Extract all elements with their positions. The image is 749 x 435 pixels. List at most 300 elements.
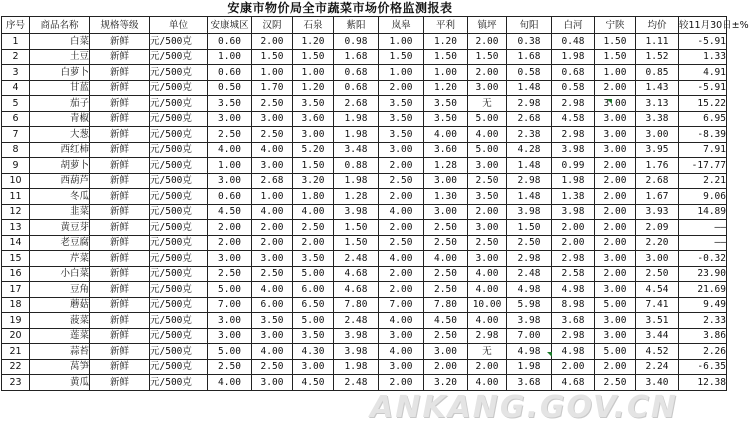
cell-price: 3.00 bbox=[468, 220, 507, 236]
price-table bbox=[1, 16, 749, 391]
cell-price: 5.00 bbox=[468, 142, 507, 158]
cell-price: 1.50 bbox=[595, 34, 636, 50]
cell-grade: 新鲜 bbox=[90, 189, 150, 205]
cell-price: 3.50 bbox=[208, 96, 252, 112]
cell-price: 1.20 bbox=[293, 80, 334, 96]
cell-product-name: 黄豆芽 bbox=[30, 220, 90, 236]
cell-price: 3.00 bbox=[208, 111, 252, 127]
cell-price: 2.00 bbox=[252, 235, 293, 251]
table-row bbox=[2, 251, 727, 267]
cell-price: 3.98 bbox=[552, 204, 595, 220]
cell-average: 3.00 bbox=[636, 127, 679, 143]
header-cell: 宁陕 bbox=[595, 17, 636, 34]
cell-price: 2.98 bbox=[552, 127, 595, 143]
cell-price: 0.88 bbox=[334, 158, 379, 174]
cell-price: 3.00 bbox=[595, 96, 636, 112]
cell-price: 3.00 bbox=[208, 173, 252, 189]
cell-price: 0.68 bbox=[334, 80, 379, 96]
cell-price: 2.00 bbox=[379, 158, 424, 174]
cell-change-pct: -6.35 bbox=[679, 359, 727, 375]
cell-price: 2.68 bbox=[252, 173, 293, 189]
cell-price: 4.00 bbox=[468, 313, 507, 329]
cell-price: 2.00 bbox=[252, 220, 293, 236]
cell-index: 9 bbox=[2, 158, 30, 174]
cell-price: 2.50 bbox=[252, 266, 293, 282]
cell-price: 3.00 bbox=[424, 204, 468, 220]
cell-price: 3.00 bbox=[293, 127, 334, 143]
cell-unit: 元/500克 bbox=[150, 96, 208, 112]
cell-price: 4.58 bbox=[552, 111, 595, 127]
cell-price: 1.50 bbox=[468, 49, 507, 65]
cell-price: 2.00 bbox=[595, 359, 636, 375]
cell-price: 4.50 bbox=[424, 313, 468, 329]
cell-price: 2.50 bbox=[379, 235, 424, 251]
cell-price: 2.50 bbox=[252, 96, 293, 112]
cell-price: 2.50 bbox=[424, 282, 468, 298]
table-row bbox=[2, 359, 727, 375]
cell-grade: 新鲜 bbox=[90, 251, 150, 267]
cell-price: 3.50 bbox=[379, 127, 424, 143]
cell-index: 13 bbox=[2, 220, 30, 236]
table-row bbox=[2, 204, 727, 220]
cell-price: 5.00 bbox=[595, 297, 636, 313]
cell-price: 1.00 bbox=[293, 65, 334, 81]
cell-price: 1.50 bbox=[507, 220, 552, 236]
cell-price: 3.98 bbox=[507, 313, 552, 329]
cell-price: 4.00 bbox=[424, 251, 468, 267]
cell-unit: 元/500克 bbox=[150, 359, 208, 375]
cell-index: 1 bbox=[2, 34, 30, 50]
cell-price: 0.68 bbox=[552, 65, 595, 81]
cell-price: 2.00 bbox=[208, 235, 252, 251]
table-row bbox=[2, 297, 727, 313]
cell-index: 8 bbox=[2, 142, 30, 158]
cell-change-pct: 2.21 bbox=[679, 173, 727, 189]
cell-price: 2.98 bbox=[507, 96, 552, 112]
cell-price: 1.48 bbox=[507, 80, 552, 96]
cell-price: 6.00 bbox=[293, 282, 334, 298]
cell-product-name: 西葫芦 bbox=[30, 173, 90, 189]
cell-price: 3.60 bbox=[293, 111, 334, 127]
header-cell: 石泉 bbox=[293, 17, 334, 34]
cell-price: 7.00 bbox=[507, 328, 552, 344]
cell-index: 5 bbox=[2, 96, 30, 112]
cell-price: 3.00 bbox=[208, 313, 252, 329]
cell-product-name: 胡萝卜 bbox=[30, 158, 90, 174]
cell-price: 4.00 bbox=[468, 127, 507, 143]
cell-price: 2.00 bbox=[595, 235, 636, 251]
cell-price: 4.68 bbox=[334, 282, 379, 298]
cell-price: 4.00 bbox=[252, 344, 293, 360]
table-row bbox=[2, 111, 727, 127]
table-row bbox=[2, 49, 727, 65]
cell-comment-marker bbox=[547, 352, 552, 357]
header-cell: 序号 bbox=[2, 17, 30, 34]
cell-price: 2.00 bbox=[208, 220, 252, 236]
cell-change-pct: -5.91 bbox=[679, 34, 727, 50]
cell-average: 1.11 bbox=[636, 34, 679, 50]
cell-grade: 新鲜 bbox=[90, 359, 150, 375]
cell-grade: 新鲜 bbox=[90, 328, 150, 344]
cell-average: 2.50 bbox=[636, 266, 679, 282]
cell-price: 1.98 bbox=[507, 359, 552, 375]
cell-price: 1.38 bbox=[552, 189, 595, 205]
cell-unit: 元/500克 bbox=[150, 266, 208, 282]
table-row bbox=[2, 65, 727, 81]
cell-average: 3.00 bbox=[636, 251, 679, 267]
header-cell: 汉阴 bbox=[252, 17, 293, 34]
cell-price: 2.00 bbox=[468, 65, 507, 81]
cell-change-pct: 15.22 bbox=[679, 96, 727, 112]
cell-price: 5.00 bbox=[208, 344, 252, 360]
cell-price: 2.00 bbox=[379, 189, 424, 205]
cell-price: 4.00 bbox=[468, 375, 507, 391]
cell-price: 2.48 bbox=[334, 251, 379, 267]
cell-price: 3.00 bbox=[595, 251, 636, 267]
cell-product-name: 冬瓜 bbox=[30, 189, 90, 205]
cell-price: 4.00 bbox=[424, 127, 468, 143]
cell-price: 1.20 bbox=[424, 80, 468, 96]
cell-price: 1.50 bbox=[334, 220, 379, 236]
cell-price: 0.60 bbox=[208, 189, 252, 205]
header-cell: 均价 bbox=[636, 17, 679, 34]
cell-price: 2.50 bbox=[424, 235, 468, 251]
table-row bbox=[2, 189, 727, 205]
cell-price: 1.50 bbox=[379, 49, 424, 65]
cell-index: 4 bbox=[2, 80, 30, 96]
cell-unit: 元/500克 bbox=[150, 282, 208, 298]
cell-grade: 新鲜 bbox=[90, 204, 150, 220]
table-row bbox=[2, 158, 727, 174]
cell-price: 3.00 bbox=[595, 111, 636, 127]
cell-price: 1.50 bbox=[595, 49, 636, 65]
cell-price: 4.68 bbox=[552, 375, 595, 391]
table-body bbox=[2, 34, 727, 391]
cell-price: 5.20 bbox=[293, 142, 334, 158]
cell-grade: 新鲜 bbox=[90, 235, 150, 251]
header-cell: 规格等级 bbox=[90, 17, 150, 34]
cell-price: 2.00 bbox=[379, 80, 424, 96]
cell-grade: 新鲜 bbox=[90, 34, 150, 50]
cell-price: 2.50 bbox=[468, 173, 507, 189]
cell-price: 7.80 bbox=[334, 297, 379, 313]
cell-price: 2.00 bbox=[424, 359, 468, 375]
cell-price: 1.00 bbox=[379, 34, 424, 50]
cell-product-name: 蒜苔 bbox=[30, 344, 90, 360]
cell-unit: 元/500克 bbox=[150, 375, 208, 391]
cell-price: 0.68 bbox=[334, 65, 379, 81]
cell-product-name: 白萝卜 bbox=[30, 65, 90, 81]
cell-price: 0.60 bbox=[208, 34, 252, 50]
cell-price: 3.98 bbox=[334, 344, 379, 360]
cell-change-pct: 7.91 bbox=[679, 142, 727, 158]
cell-price: 无 bbox=[468, 96, 507, 112]
cell-price: 2.50 bbox=[379, 173, 424, 189]
cell-change-pct: —— bbox=[679, 235, 727, 251]
cell-price: 1.00 bbox=[208, 49, 252, 65]
cell-grade: 新鲜 bbox=[90, 313, 150, 329]
cell-change-pct: -8.39 bbox=[679, 127, 727, 143]
cell-price: 2.00 bbox=[595, 173, 636, 189]
cell-price: 2.38 bbox=[507, 127, 552, 143]
header-cell: 白河 bbox=[552, 17, 595, 34]
cell-index: 3 bbox=[2, 65, 30, 81]
cell-change-pct: 4.91 bbox=[679, 65, 727, 81]
cell-price: 3.00 bbox=[468, 251, 507, 267]
cell-price: 1.20 bbox=[293, 34, 334, 50]
header-cell: 旬阳 bbox=[507, 17, 552, 34]
cell-product-name: 莲菜 bbox=[30, 328, 90, 344]
cell-price: 2.00 bbox=[595, 189, 636, 205]
cell-grade: 新鲜 bbox=[90, 142, 150, 158]
cell-price: 2.98 bbox=[507, 173, 552, 189]
cell-price: 2.68 bbox=[334, 96, 379, 112]
cell-price: 2.00 bbox=[252, 34, 293, 50]
cell-price: 2.50 bbox=[595, 375, 636, 391]
cell-price: 7.00 bbox=[208, 297, 252, 313]
cell-price: 3.68 bbox=[507, 375, 552, 391]
cell-price: 3.50 bbox=[424, 96, 468, 112]
cell-price: 1.00 bbox=[595, 65, 636, 81]
cell-product-name: 黄瓜 bbox=[30, 375, 90, 391]
cell-grade: 新鲜 bbox=[90, 220, 150, 236]
cell-change-pct: 2.33 bbox=[679, 313, 727, 329]
cell-unit: 元/500克 bbox=[150, 158, 208, 174]
cell-price: 2.48 bbox=[334, 313, 379, 329]
cell-price: 2.00 bbox=[293, 235, 334, 251]
cell-product-name: 菠菜 bbox=[30, 313, 90, 329]
cell-price: 3.00 bbox=[595, 328, 636, 344]
cell-change-pct: 2.26 bbox=[679, 344, 727, 360]
cell-price: 2.00 bbox=[468, 204, 507, 220]
cell-average: 4.54 bbox=[636, 282, 679, 298]
cell-price: 2.00 bbox=[595, 220, 636, 236]
cell-price: 3.50 bbox=[293, 96, 334, 112]
cell-grade: 新鲜 bbox=[90, 266, 150, 282]
cell-price: 3.00 bbox=[379, 359, 424, 375]
cell-price: 2.50 bbox=[252, 359, 293, 375]
cell-price: 1.20 bbox=[424, 34, 468, 50]
cell-average: 4.52 bbox=[636, 344, 679, 360]
cell-price: 1.98 bbox=[334, 127, 379, 143]
cell-price: 3.50 bbox=[252, 313, 293, 329]
cell-price: 4.30 bbox=[293, 344, 334, 360]
cell-index: 7 bbox=[2, 127, 30, 143]
cell-index: 11 bbox=[2, 189, 30, 205]
cell-product-name: 白菜 bbox=[30, 34, 90, 50]
cell-price: 1.28 bbox=[334, 189, 379, 205]
cell-price: 1.98 bbox=[334, 173, 379, 189]
cell-average: 3.13 bbox=[636, 96, 679, 112]
cell-price: 1.00 bbox=[379, 65, 424, 81]
header-cell: 单位 bbox=[150, 17, 208, 34]
cell-price: 4.00 bbox=[379, 344, 424, 360]
cell-grade: 新鲜 bbox=[90, 111, 150, 127]
cell-price: 1.68 bbox=[507, 49, 552, 65]
cell-price: 6.00 bbox=[252, 297, 293, 313]
header-cell: 商品名称 bbox=[30, 17, 90, 34]
cell-grade: 新鲜 bbox=[90, 96, 150, 112]
cell-price: 2.58 bbox=[552, 266, 595, 282]
cell-index: 6 bbox=[2, 111, 30, 127]
cell-price: 2.00 bbox=[468, 34, 507, 50]
cell-change-pct: 1.33 bbox=[679, 49, 727, 65]
site-watermark: ANKANG.GOV.CN bbox=[370, 390, 679, 425]
cell-grade: 新鲜 bbox=[90, 282, 150, 298]
cell-change-pct: 3.86 bbox=[679, 328, 727, 344]
cell-price: 3.00 bbox=[252, 111, 293, 127]
cell-price: 3.00 bbox=[379, 328, 424, 344]
cell-price: 5.00 bbox=[208, 282, 252, 298]
cell-price: 4.00 bbox=[252, 282, 293, 298]
cell-unit: 元/500克 bbox=[150, 34, 208, 50]
cell-unit: 元/500克 bbox=[150, 344, 208, 360]
cell-price: 3.00 bbox=[252, 328, 293, 344]
cell-index: 23 bbox=[2, 375, 30, 391]
cell-price: 1.48 bbox=[507, 189, 552, 205]
cell-price: 3.50 bbox=[424, 111, 468, 127]
cell-price: 4.98 bbox=[552, 344, 595, 360]
cell-price: 2.50 bbox=[424, 266, 468, 282]
table-row bbox=[2, 344, 727, 360]
cell-price: 3.60 bbox=[424, 142, 468, 158]
cell-price: 2.00 bbox=[379, 266, 424, 282]
cell-price: 1.50 bbox=[252, 49, 293, 65]
cell-unit: 元/500克 bbox=[150, 80, 208, 96]
header-row bbox=[2, 17, 727, 34]
cell-price: 2.50 bbox=[208, 266, 252, 282]
cell-unit: 元/500克 bbox=[150, 328, 208, 344]
header-cell: 紫阳 bbox=[334, 17, 379, 34]
cell-index: 2 bbox=[2, 49, 30, 65]
cell-price: 7.00 bbox=[379, 297, 424, 313]
table-row bbox=[2, 96, 727, 112]
cell-average: 1.76 bbox=[636, 158, 679, 174]
cell-price: 4.50 bbox=[293, 375, 334, 391]
cell-unit: 元/500克 bbox=[150, 189, 208, 205]
cell-price: 3.20 bbox=[293, 173, 334, 189]
table-row bbox=[2, 142, 727, 158]
header-cell: 镇坪 bbox=[468, 17, 507, 34]
cell-price: 4.00 bbox=[468, 266, 507, 282]
cell-unit: 元/500克 bbox=[150, 204, 208, 220]
cell-price: 1.00 bbox=[252, 65, 293, 81]
cell-price: 0.58 bbox=[552, 80, 595, 96]
cell-price: 1.80 bbox=[293, 189, 334, 205]
cell-price: 2.50 bbox=[208, 359, 252, 375]
cell-price: 2.00 bbox=[379, 375, 424, 391]
cell-price: 5.98 bbox=[507, 297, 552, 313]
cell-price: 4.00 bbox=[379, 204, 424, 220]
cell-price: 2.00 bbox=[552, 235, 595, 251]
cell-change-pct: -0.32 bbox=[679, 251, 727, 267]
cell-price: 3.00 bbox=[208, 328, 252, 344]
cell-price: 1.48 bbox=[507, 158, 552, 174]
cell-change-pct: 9.49 bbox=[679, 297, 727, 313]
cell-grade: 新鲜 bbox=[90, 158, 150, 174]
cell-price: 3.00 bbox=[252, 375, 293, 391]
cell-price: 1.50 bbox=[293, 49, 334, 65]
cell-grade: 新鲜 bbox=[90, 80, 150, 96]
cell-price: 1.98 bbox=[552, 49, 595, 65]
cell-index: 10 bbox=[2, 173, 30, 189]
cell-grade: 新鲜 bbox=[90, 375, 150, 391]
cell-price: 4.00 bbox=[208, 142, 252, 158]
cell-index: 20 bbox=[2, 328, 30, 344]
cell-price: 1.98 bbox=[334, 359, 379, 375]
cell-average: 2.20 bbox=[636, 235, 679, 251]
cell-change-pct: 14.89 bbox=[679, 204, 727, 220]
table-row bbox=[2, 220, 727, 236]
cell-price: 2.68 bbox=[507, 111, 552, 127]
cell-price: 5.00 bbox=[468, 111, 507, 127]
cell-change-pct: —— bbox=[679, 220, 727, 236]
cell-grade: 新鲜 bbox=[90, 344, 150, 360]
table-row bbox=[2, 328, 727, 344]
cell-unit: 元/500克 bbox=[150, 235, 208, 251]
cell-index: 15 bbox=[2, 251, 30, 267]
cell-change-pct: 21.69 bbox=[679, 282, 727, 298]
cell-price: 2.98 bbox=[552, 328, 595, 344]
cell-grade: 新鲜 bbox=[90, 49, 150, 65]
cell-index: 17 bbox=[2, 282, 30, 298]
cell-price: 2.48 bbox=[334, 375, 379, 391]
cell-price: 4.00 bbox=[252, 204, 293, 220]
cell-price: 8.98 bbox=[552, 297, 595, 313]
cell-change-pct: 6.95 bbox=[679, 111, 727, 127]
table-row bbox=[2, 235, 727, 251]
cell-price: 2.50 bbox=[424, 220, 468, 236]
cell-price: 2.00 bbox=[552, 359, 595, 375]
cell-price: 2.00 bbox=[595, 158, 636, 174]
cell-unit: 元/500克 bbox=[150, 142, 208, 158]
cell-price: 4.00 bbox=[208, 375, 252, 391]
cell-average: 7.41 bbox=[636, 297, 679, 313]
cell-price: 3.00 bbox=[595, 142, 636, 158]
header-cell: 平利 bbox=[424, 17, 468, 34]
cell-price: 3.20 bbox=[424, 375, 468, 391]
cell-product-name: 土豆 bbox=[30, 49, 90, 65]
cell-price: 2.00 bbox=[595, 204, 636, 220]
cell-index: 12 bbox=[2, 204, 30, 220]
cell-product-name: 甘蓝 bbox=[30, 80, 90, 96]
cell-price: 3.00 bbox=[252, 251, 293, 267]
cell-index: 16 bbox=[2, 266, 30, 282]
cell-price: 2.00 bbox=[595, 80, 636, 96]
cell-comment-marker bbox=[607, 99, 612, 104]
cell-average: 3.40 bbox=[636, 375, 679, 391]
cell-average: 2.24 bbox=[636, 359, 679, 375]
cell-price: 4.00 bbox=[252, 142, 293, 158]
cell-product-name: 老豆腐 bbox=[30, 235, 90, 251]
cell-unit: 元/500克 bbox=[150, 111, 208, 127]
cell-change-pct: 9.06 bbox=[679, 189, 727, 205]
cell-price: 2.50 bbox=[252, 127, 293, 143]
table-row bbox=[2, 173, 727, 189]
cell-price: 0.99 bbox=[552, 158, 595, 174]
cell-price: 0.48 bbox=[552, 34, 595, 50]
cell-price: 3.98 bbox=[334, 204, 379, 220]
cell-price: 3.00 bbox=[595, 282, 636, 298]
cell-price: 1.68 bbox=[334, 49, 379, 65]
cell-price: 2.50 bbox=[507, 235, 552, 251]
cell-average: 3.95 bbox=[636, 142, 679, 158]
cell-price: 4.00 bbox=[293, 204, 334, 220]
cell-product-name: 茄子 bbox=[30, 96, 90, 112]
cell-average: 1.52 bbox=[636, 49, 679, 65]
cell-unit: 元/500克 bbox=[150, 127, 208, 143]
cell-change-pct: -17.77 bbox=[679, 158, 727, 174]
